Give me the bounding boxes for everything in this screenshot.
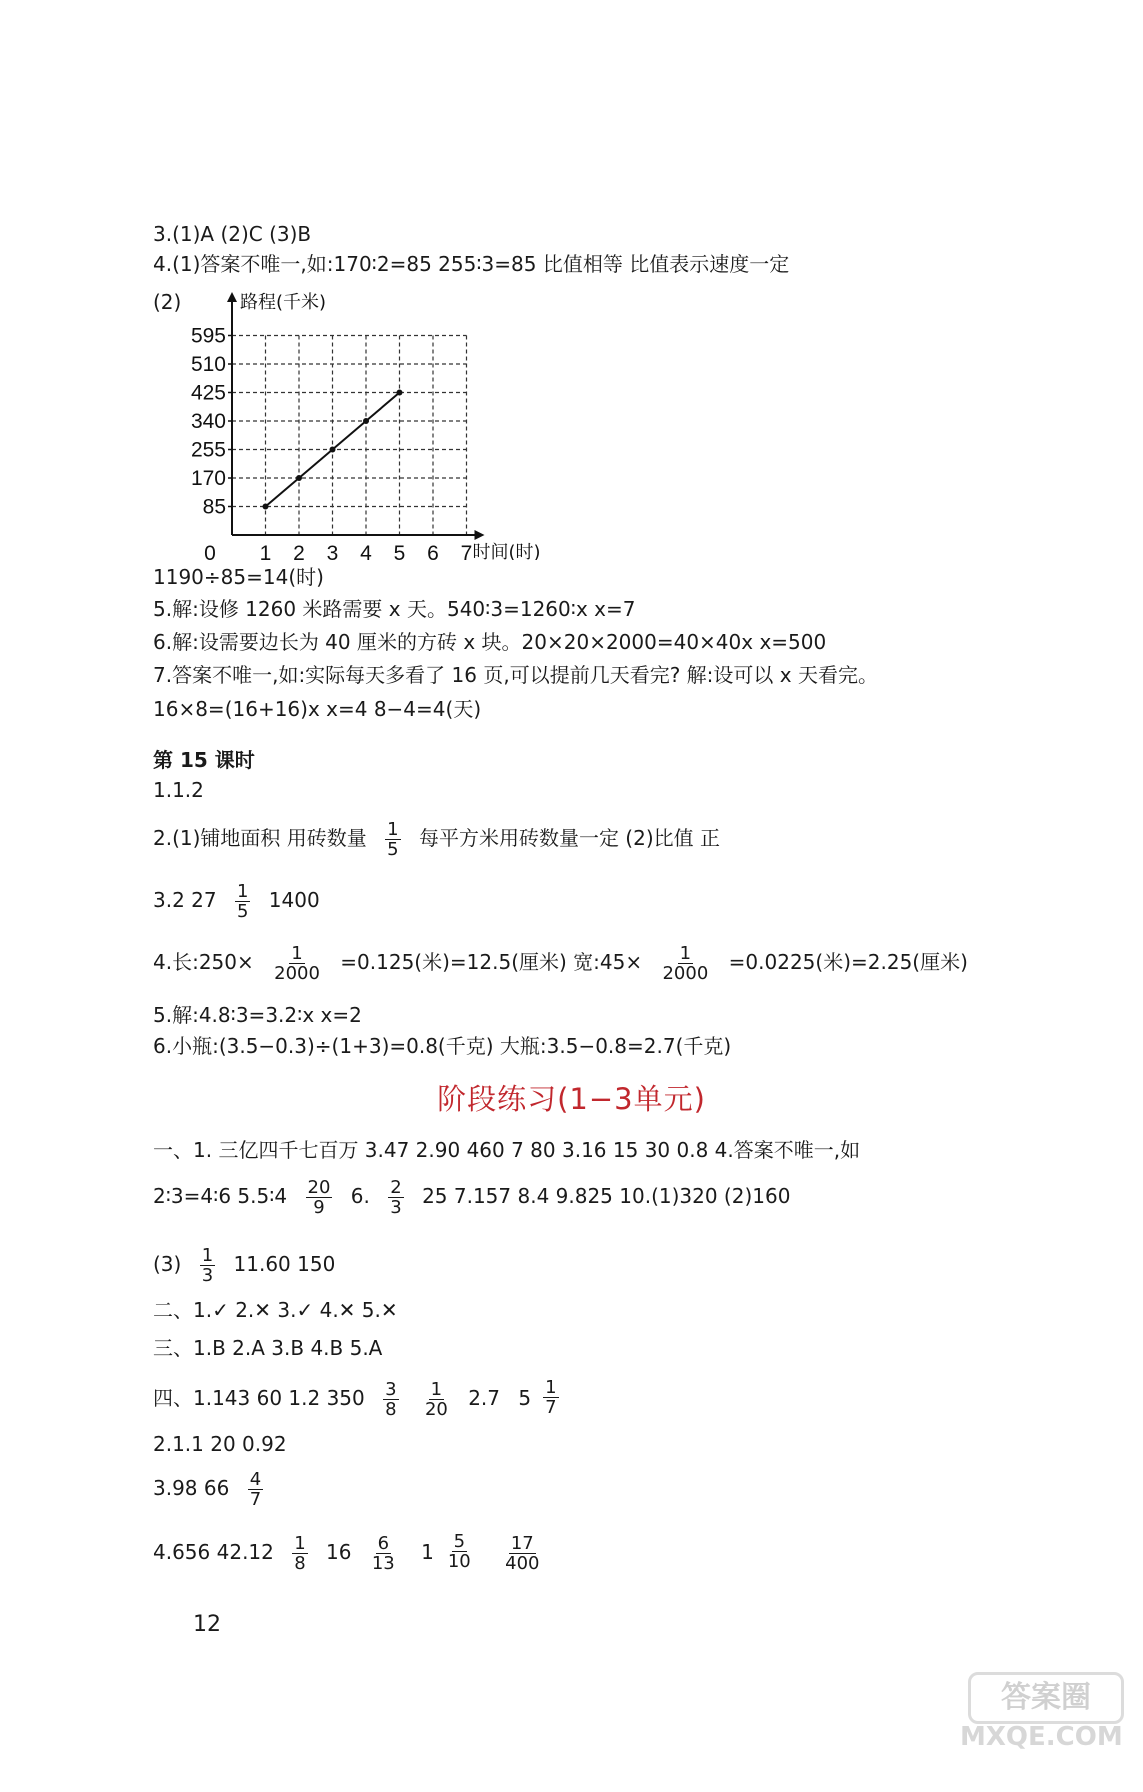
watermark-text: MXQE.COM: [960, 1722, 1123, 1752]
y-tick-label: 510: [190, 353, 226, 376]
answer-q7-b: 16×8=(16+16)x x=4 8−4=4(天): [153, 697, 482, 721]
fraction: $\frac{1}{20}$: [424, 1378, 448, 1420]
stage-row-2: 2∶3=4∶6 5.5∶4 $\frac{20}{9}$ 6. $\frac{2}{3}$ 25 7.157 8.4 9.825 10.(1)320 (2)160: [153, 1177, 791, 1218]
fraction: $\frac{1}{5}$: [236, 881, 249, 922]
fraction: $\frac{20}{9}$: [307, 1177, 331, 1218]
x-tick-label: 2: [293, 542, 305, 560]
x-tick-label: 4: [360, 542, 372, 560]
distance-time-chart: [150, 290, 620, 560]
stage-row-calc-2: 2.1.1 20 0.92: [153, 1432, 287, 1456]
data-point: [263, 504, 269, 510]
answer-calc: 1190÷85=14(时): [153, 565, 324, 589]
lesson-15-title: 第 15 课时: [153, 748, 255, 772]
y-tick-label: 170: [190, 467, 226, 490]
stage-row-choice: 三、1.B 2.A 3.B 4.B 5.A: [153, 1336, 383, 1360]
lesson15-q2: 2.(1)铺地面积 用砖数量 $\frac{1}{5}$ 每平方米用砖数量一定 (2)比值 正: [153, 819, 720, 860]
fraction: $\frac{2}{3}$: [390, 1177, 402, 1218]
y-tick-label: 340: [190, 410, 226, 433]
x-tick-label: 3: [326, 542, 339, 560]
watermark-logo: 答案圈: [968, 1672, 1124, 1724]
y-tick-label: 425: [190, 381, 226, 405]
answer-q5: 5.解:设修 1260 米路需要 x 天。540∶3=1260∶x x=7: [153, 597, 636, 621]
fraction: $\frac{1}{2000}$: [274, 943, 320, 984]
answer-q6: 6.解:设需要边长为 40 厘米的方砖 x 块。20×20×2000=40×40x x=500: [153, 630, 827, 654]
y-axis-arrow: [227, 292, 237, 302]
y-tick-label: 255: [190, 438, 226, 462]
answer-q4: 4.(1)答案不唯一,如:170∶2=85 255∶3=85 比值相等 比值表示速度一定: [153, 252, 790, 276]
fraction: $\frac{1}{8}$: [294, 1532, 306, 1574]
y-axis-label: 路程(千米): [240, 292, 327, 313]
fraction: $\frac{1}{3}$: [201, 1245, 214, 1286]
answer-q7-a: 7.答案不唯一,如:实际每天多看了 16 页,可以提前几天看完? 解:设可以 x 天看完。: [153, 663, 878, 687]
answer-q3: 3.(1)A (2)C (3)B: [153, 222, 312, 246]
lesson15-q6: 6.小瓶:(3.5−0.3)÷(1+3)=0.8(千克) 大瓶:3.5−0.8=2.7(千克): [153, 1034, 732, 1058]
fraction: $\frac{6}{13}$: [371, 1532, 395, 1574]
lesson15-q3: 3.2 27 $\frac{1}{5}$ 1400: [153, 881, 320, 922]
x-tick-label: 7: [460, 542, 473, 560]
x-axis-label: 时间(时): [472, 542, 541, 560]
x-tick-label: 6: [427, 542, 439, 560]
answer-q4-part2-label: (2): [153, 290, 182, 314]
stage-row-calc-3: 3.98 66 $\frac{4}{7}$: [153, 1470, 275, 1509]
y-tick-label: 595: [190, 324, 226, 348]
data-point: [363, 418, 369, 424]
stage-row-calc-1: 四、1.143 60 1.2 350 $\frac{3}{8}$ $\frac{1}{20}$ 2.7 5 $\frac{1}{7}$: [153, 1378, 577, 1419]
x-tick-label: 0: [204, 542, 216, 560]
data-point: [397, 390, 403, 396]
fraction: $\frac{4}{7}$: [249, 1469, 262, 1510]
mixed-number: 5 $\frac{1}{7}$: [518, 1377, 557, 1418]
stage-row-judgement: 二、1.✓ 2.✕ 3.✓ 4.✕ 5.✕: [153, 1298, 398, 1322]
lesson15-q1: 1.1.2: [153, 778, 204, 802]
page-number: 12: [193, 1612, 221, 1637]
x-tick-label: 5: [393, 542, 406, 560]
lesson15-q5: 5.解:4.8∶3=3.2∶x x=2: [153, 1003, 362, 1027]
stage-row-3: (3) $\frac{1}{3}$ 11.60 150: [153, 1245, 336, 1286]
stage-row-calc-4: 4.656 42.12 $\frac{1}{8}$ 16 $\frac{6}{13}$ 1 $\frac{5}{10}$ $\frac{17}{400}$: [153, 1532, 553, 1573]
x-axis-arrow: [475, 530, 485, 540]
data-point: [330, 447, 336, 453]
stage-row-1: 一、1. 三亿四千七百万 3.47 2.90 460 7 80 3.16 15 30 0.8 4.答案不唯一,如: [153, 1138, 861, 1162]
lesson15-q4: 4.长:250× $\frac{1}{2000}$ =0.125(米)=12.5(厘米) 宽:45× $\frac{1}{2000}$ =0.0225(米)=2.25(厘米): [153, 943, 968, 984]
mixed-number: 1 $\frac{5}{10}$: [421, 1531, 471, 1572]
y-tick-label: 85: [202, 495, 226, 519]
fraction: $\frac{17}{400}$: [505, 1532, 540, 1574]
x-tick-label: 1: [259, 542, 272, 560]
stage-practice-title: 阶段练习(1−3单元): [437, 1082, 706, 1116]
fraction: $\frac{3}{8}$: [385, 1378, 397, 1420]
fraction: $\frac{1}{5}$: [387, 819, 399, 860]
fraction: $\frac{1}{2000}$: [662, 943, 709, 984]
data-point: [296, 475, 302, 481]
